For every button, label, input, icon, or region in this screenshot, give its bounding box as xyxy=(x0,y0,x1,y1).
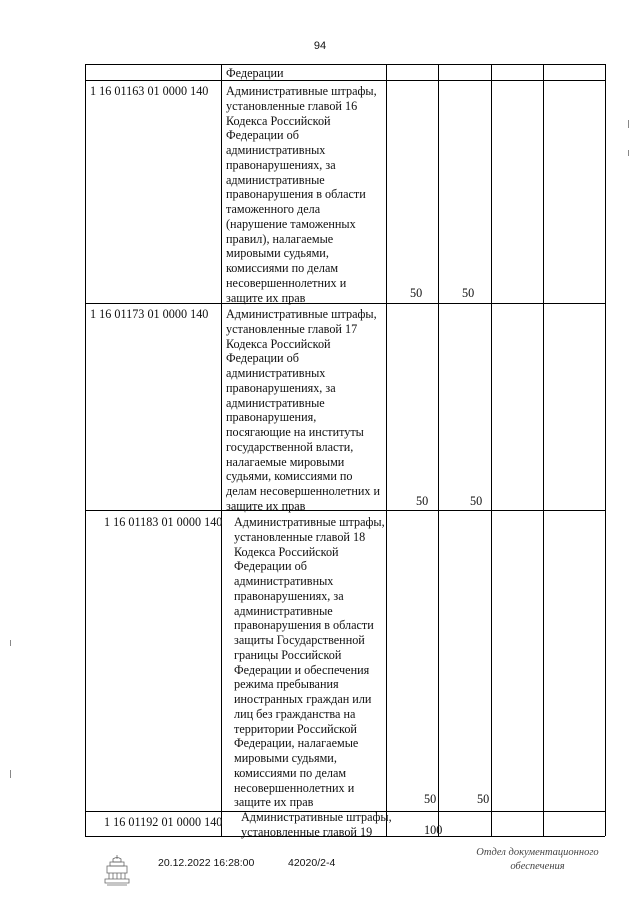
row-value-1: 50 xyxy=(410,286,423,300)
footer-timestamp: 20.12.2022 16:28:00 xyxy=(158,857,255,869)
header-fragment: Федерации xyxy=(226,66,284,80)
scan-margin-mark xyxy=(628,150,629,156)
row-code: 1 16 01173 01 0000 140 xyxy=(90,307,209,321)
emblem-icon xyxy=(103,853,131,889)
column-divider xyxy=(386,64,387,836)
row-code: 1 16 01192 01 0000 140 xyxy=(104,815,223,829)
table-right-border xyxy=(605,64,606,836)
row-value-1: 50 xyxy=(416,494,429,508)
column-divider xyxy=(221,64,222,836)
footer-doc-number: 42020/2-4 xyxy=(288,857,336,869)
row-value-2: 50 xyxy=(470,494,483,508)
row-value-2: 50 xyxy=(462,286,475,300)
table-left-border xyxy=(85,64,86,836)
row-description: Административные штрафы, установленные главой 17 Кодекса Российской Федерации об административных правонарушениях, за административные правонарушения, посягающие на институты государственной власти, налагаемые мировыми судьями, комиссиями по делам несовершеннолетних и защите их прав xyxy=(226,307,381,513)
row-description: Административные штрафы, установленные главой 16 Кодекса Российской Федерации об административных правонарушениях, за административные правонарушения в области таможенного дела (нарушение таможенных правил), налагаемые мировыми судьями, комиссиями по делам несовершеннолетних и защите их прав xyxy=(226,84,377,305)
column-divider xyxy=(491,64,492,836)
row-divider xyxy=(85,80,605,81)
column-divider xyxy=(438,64,439,836)
row-code: 1 16 01163 01 0000 140 xyxy=(90,84,209,98)
scan-margin-mark xyxy=(10,770,11,778)
row-value-2: 50 xyxy=(477,792,490,806)
row-value-1: 100 xyxy=(424,823,443,837)
department-stamp: Отдел документационного обеспечения xyxy=(476,847,599,872)
table-top-border xyxy=(85,64,605,65)
page-number: 94 xyxy=(313,40,327,52)
column-divider xyxy=(543,64,544,836)
scan-margin-mark xyxy=(10,640,11,646)
row-value-1: 50 xyxy=(424,792,437,806)
row-code: 1 16 01183 01 0000 140 xyxy=(104,515,223,529)
row-description: Административные штрафы, установленные главой 18 Кодекса Российской Федерации об административных правонарушениях, за административные правонарушения в области защиты Государственной границы Российской Федерации и обеспечения режима пребывания иностранных граждан или лиц без гражданства на территории Российской Федерации, налагаемые мировыми судьями, комиссиями по делам несовершеннолетних и защите их прав xyxy=(234,515,385,810)
row-description: Административные штрафы, установленные главой 19 xyxy=(241,810,392,839)
scan-margin-mark xyxy=(628,120,629,128)
